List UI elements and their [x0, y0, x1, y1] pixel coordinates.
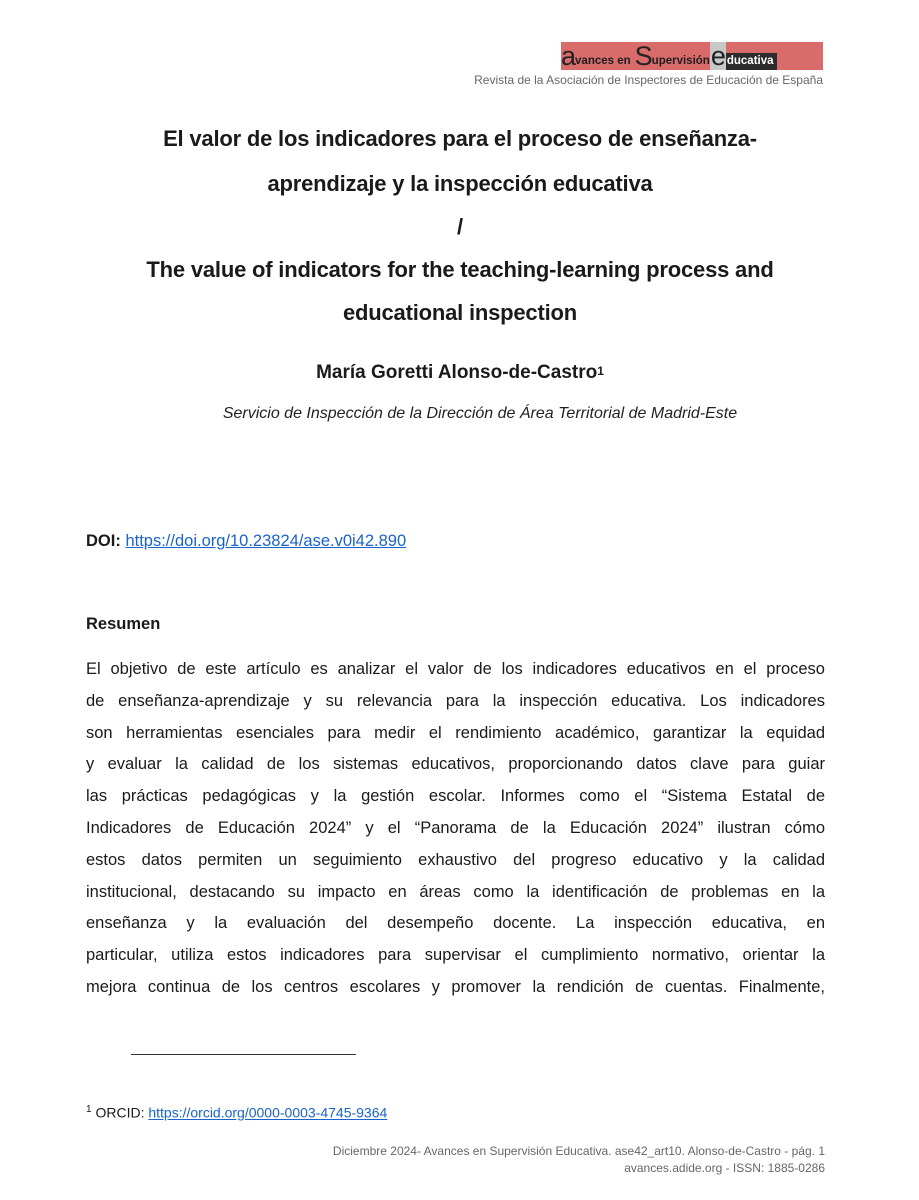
author-footnote-mark: 1 [597, 364, 604, 378]
footnote-divider [131, 1054, 356, 1055]
abstract-heading: Resumen [86, 615, 161, 633]
logo-word-educativa: ducativa [726, 53, 777, 70]
abstract-line: Indicadores de Educación 2024” y el “Panorama de la Educación 2024” ilustran cómo [86, 818, 825, 837]
abstract-line: de enseñanza-aprendizaje y su relevancia para la inspección educativa. Los indicadores [86, 691, 825, 710]
footer-citation: Diciembre 2024- Avances en Supervisión Educativa. ase42_art10. Alonso-de-Castro - pág. 1 [332, 1144, 825, 1158]
logo-letter-s: S [634, 42, 652, 70]
abstract-line: mejora continua de los centros escolares y promover la rendición de cuentas. Finalmente, [86, 977, 825, 996]
abstract-line: institucional, destacando su impacto en áreas como la identificación de problemas en la [86, 882, 825, 901]
abstract-line: enseñanza y la evaluación del desempeño docente. La inspección educativa, en [86, 914, 825, 933]
doi-link[interactable]: https://doi.org/10.23824/ase.v0i42.890 [125, 532, 407, 550]
logo-letter-a: a [561, 42, 576, 70]
author-name: María Goretti Alonso-de-Castro [316, 362, 598, 383]
title-separator: / [457, 214, 463, 239]
footnote [86, 1100, 387, 1123]
logo-word-avances-en: vances en [575, 55, 631, 67]
abstract-line: son herramientas esenciales para medir el rendimiento académico, garantizar la equidad [86, 723, 825, 742]
page-footer [260, 1143, 825, 1177]
abstract-body [86, 654, 825, 1004]
doi-label: DOI: [86, 532, 121, 550]
title-en-line-1: The value of indicators for the teaching-learning process and [146, 257, 774, 282]
doi-line [86, 530, 406, 552]
footer-issn: avances.adide.org - ISSN: 1885-0286 [624, 1161, 825, 1175]
title-es-line-1: El valor de los indicadores para el proceso de enseñanza- [163, 126, 757, 151]
abstract-line: y evaluar la calidad de los sistemas educativos, proporcionando datos clave para guiar [86, 755, 825, 774]
journal-subtitle: Revista de la Asociación de Inspectores de Educación de España [474, 73, 823, 87]
abstract-line: estos datos permiten un seguimiento exhaustivo del progreso educativo y la calidad [86, 850, 825, 869]
orcid-link[interactable]: https://orcid.org/0000-0003-4745-9364 [148, 1104, 388, 1121]
title-es-line-2: aprendizaje y la inspección educativa [267, 171, 653, 196]
logo-letter-e: e [710, 42, 725, 70]
author-affiliation: Servicio de Inspección de la Dirección de Área Territorial de Madrid-Este [222, 405, 738, 422]
title-en-line-2: educational inspection [343, 300, 577, 325]
footnote-mark: 1 [86, 1104, 92, 1115]
journal-logo [561, 42, 823, 70]
abstract-line: particular, utiliza estos indicadores para supervisar el cumplimiento normativo, orientar la [86, 946, 825, 965]
author [80, 360, 840, 386]
logo-word-supervision: upervisión [651, 55, 710, 67]
abstract-line: El objetivo de este artículo es analizar el valor de los indicadores educativos en el proceso [86, 660, 825, 678]
abstract-line: las prácticas pedagógicas y la gestión escolar. Informes como el “Sistema Estatal de [86, 787, 825, 806]
footnote-label: ORCID: [95, 1104, 145, 1121]
